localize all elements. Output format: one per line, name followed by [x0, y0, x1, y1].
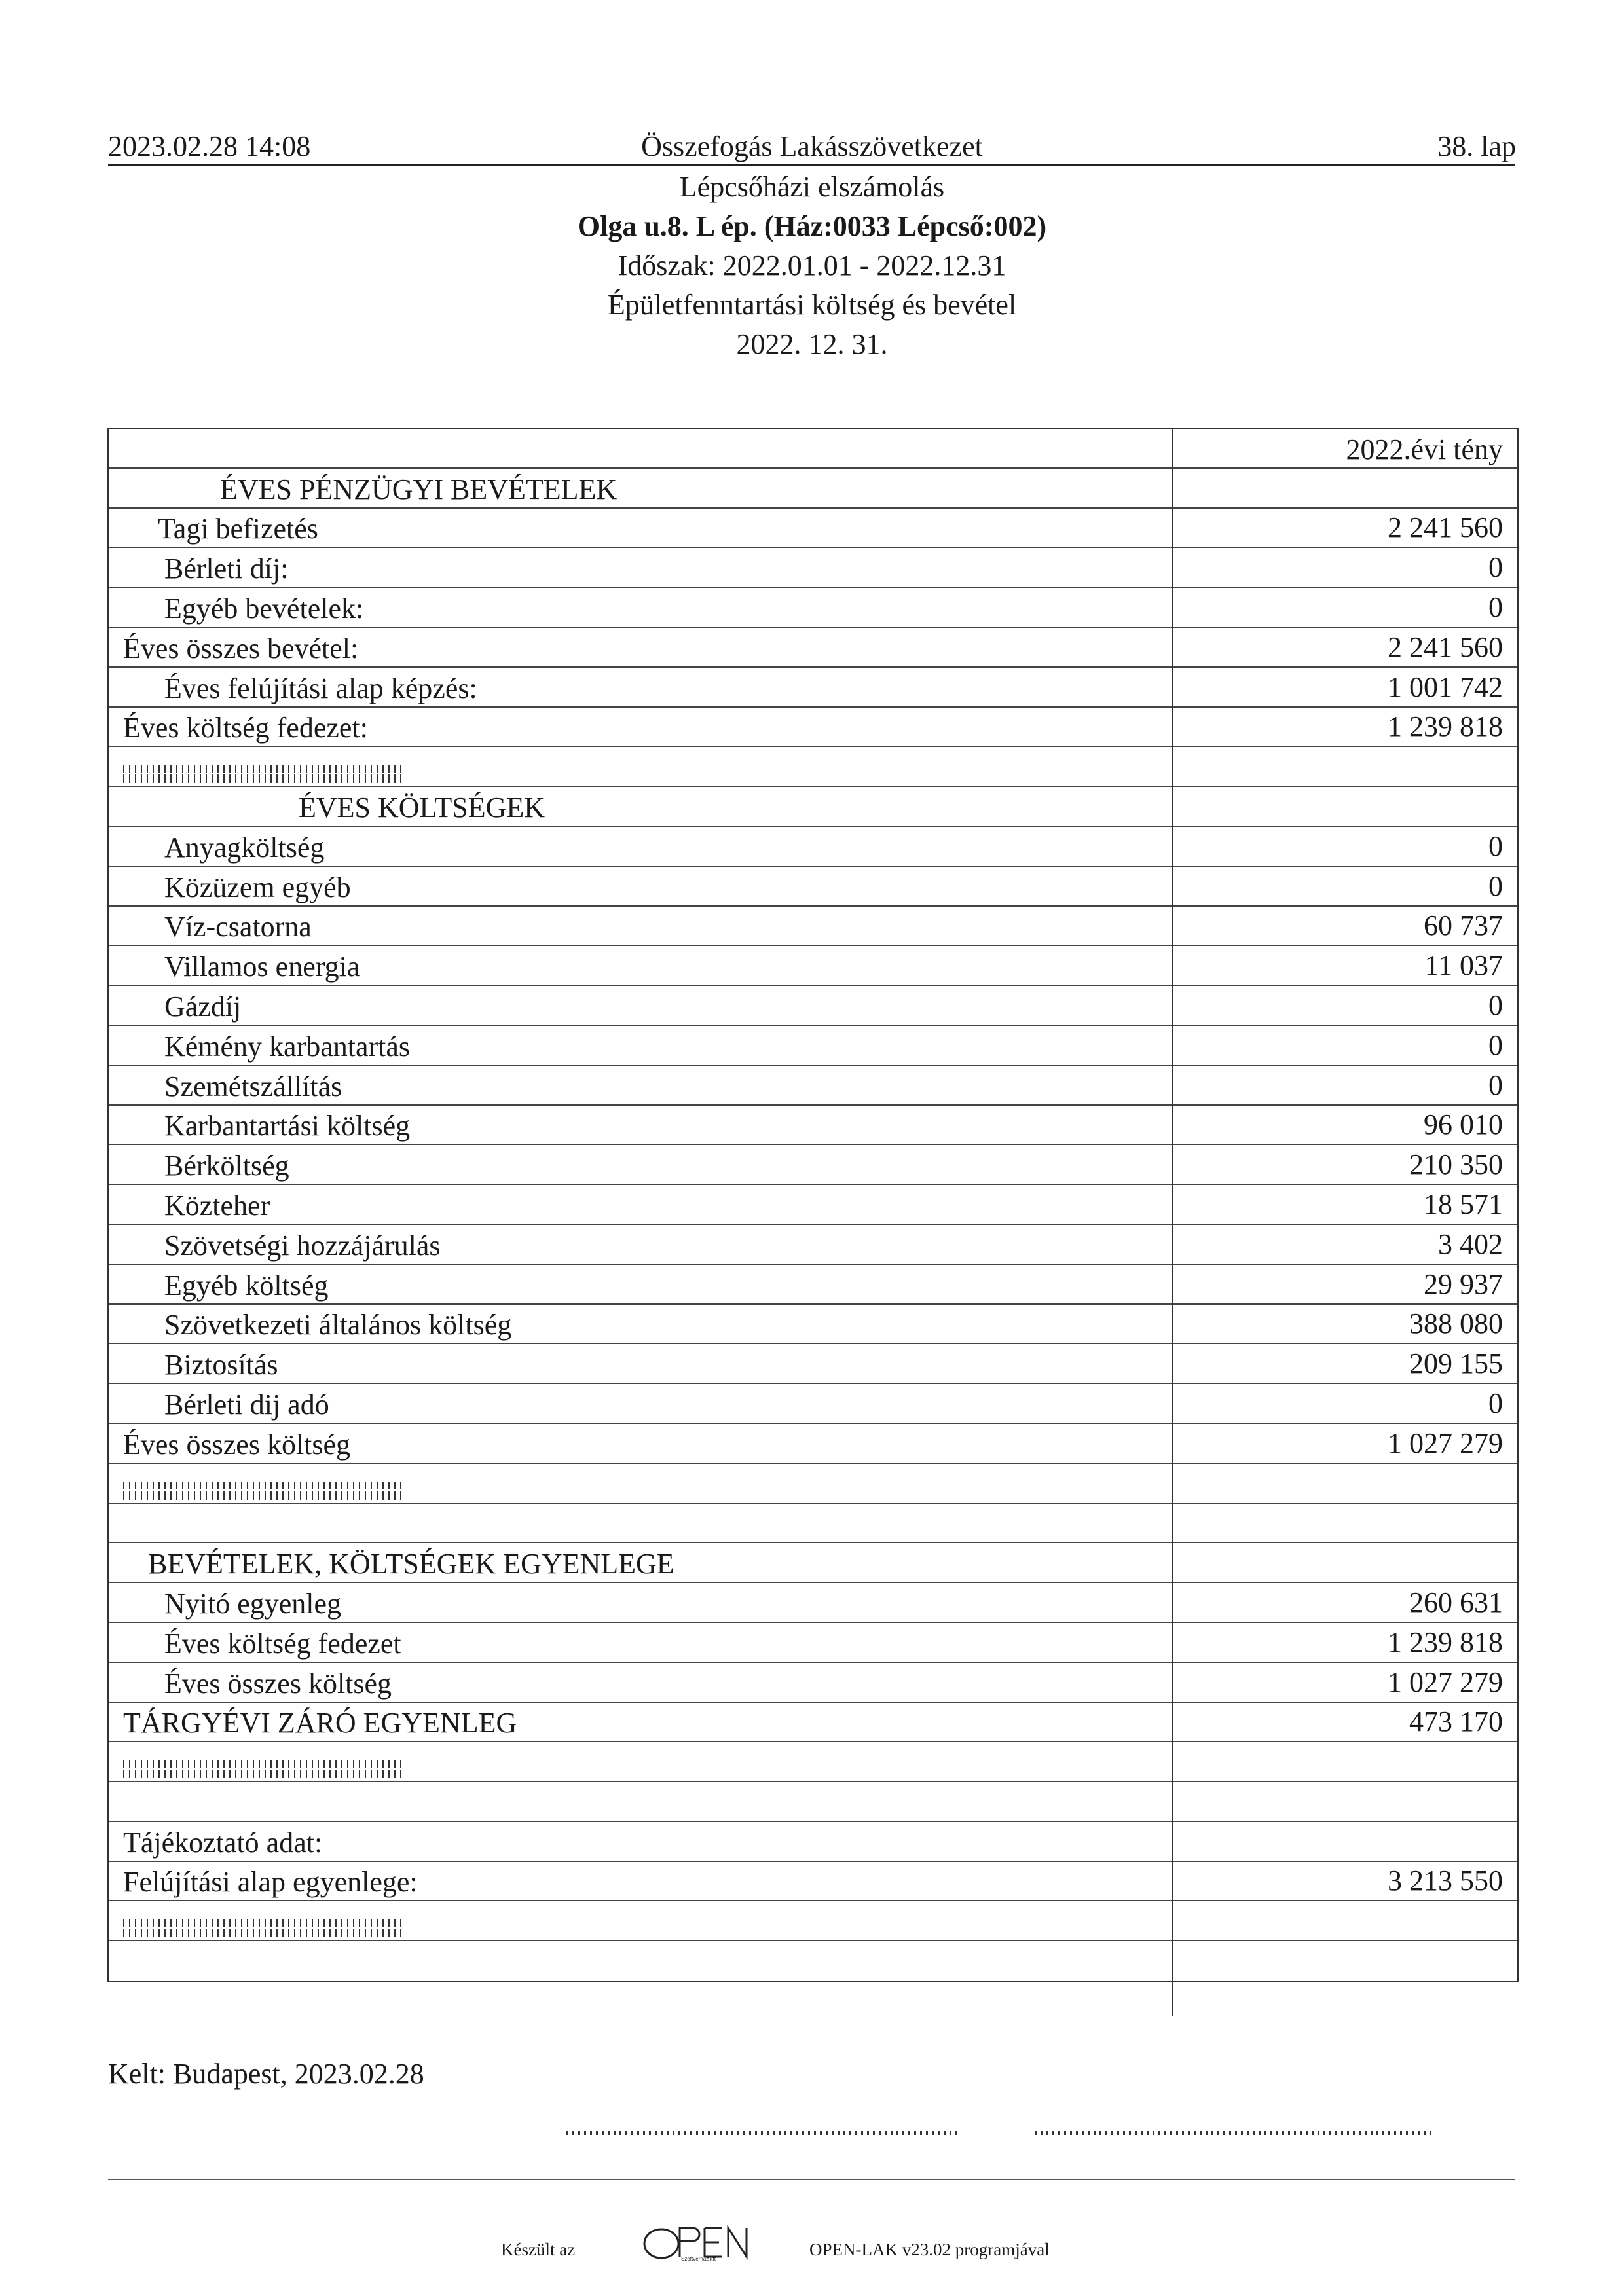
row-label: Egyéb költség: [164, 1269, 329, 1302]
open-logo-icon: [642, 2223, 763, 2262]
row-label: Nyitó egyenleg: [164, 1587, 342, 1620]
table-row: [109, 469, 1517, 509]
signature-line-1: [566, 2131, 959, 2135]
report-subject: Épületfenntartási költség és bevétel: [607, 289, 1017, 321]
row-label: Villamos energia: [164, 951, 360, 983]
table-row: [109, 1305, 1517, 1345]
row-label: Biztosítás: [164, 1349, 278, 1381]
signature-line-2: [1035, 2131, 1431, 2135]
row-label: Kémény karbantartás: [164, 1030, 411, 1063]
row-value: 3 213 550: [1388, 1865, 1503, 1897]
row-label: Karbantartási költség: [164, 1110, 411, 1142]
report-date: 2022. 12. 31.: [736, 328, 888, 360]
row-value: 0: [1488, 591, 1503, 623]
place-and-date: Kelt: Budapest, 2023.02.28: [108, 2058, 424, 2090]
row-label: Közteher: [164, 1189, 270, 1222]
row-value: 0: [1488, 1029, 1503, 1061]
table-row: [109, 1703, 1517, 1743]
table-row: [109, 946, 1517, 986]
info-heading: Tájékoztató adat:: [123, 1826, 323, 1859]
row-value: 1 001 742: [1388, 670, 1503, 703]
row-label: Közüzem egyéb: [164, 871, 351, 903]
row-label: Éves összes bevétel:: [123, 632, 359, 665]
row-value: 1 239 818: [1388, 1626, 1503, 1658]
logo-subtext: Szoftverház kft: [681, 2256, 716, 2262]
table-row: [109, 1225, 1517, 1265]
page-number: 38. lap: [1437, 130, 1516, 162]
blank-row: [109, 1504, 1517, 1544]
row-value: 0: [1488, 869, 1503, 902]
blank-row: [109, 1782, 1517, 1822]
table-row: [109, 1066, 1517, 1106]
separator-marks: [123, 1760, 401, 1778]
separator-row: [109, 747, 1517, 787]
row-value: 388 080: [1409, 1307, 1503, 1340]
closing-balance-value: 473 170: [1409, 1705, 1503, 1738]
row-label: Tagi befizetés: [158, 513, 318, 545]
row-value: 1 239 818: [1388, 710, 1503, 743]
table-row: [109, 787, 1517, 827]
row-value: 2 241 560: [1388, 511, 1503, 544]
row-label: Egyéb bevételek:: [164, 592, 364, 625]
separator-marks: [123, 765, 401, 783]
separator-row: [109, 1742, 1517, 1782]
table-row: [109, 1265, 1517, 1305]
blank-row: [109, 1941, 1517, 1981]
table-row: [109, 1344, 1517, 1384]
section-heading-costs: ÉVES KÖLTSÉGEK: [299, 791, 545, 824]
print-datetime: 2023.02.28 14:08: [108, 130, 311, 162]
section-heading-balance: BEVÉTELEK, KÖLTSÉGEK EGYENLEGE: [148, 1548, 674, 1580]
row-label: Éves felújítási alap képzés:: [164, 672, 477, 704]
table-row: [109, 1822, 1517, 1862]
section-heading-income: ÉVES PÉNZÜGYI BEVÉTELEK: [220, 473, 618, 505]
row-value: 0: [1488, 551, 1503, 584]
row-label: Szövetkezeti általános költség: [164, 1309, 512, 1341]
title-block: [0, 168, 1624, 364]
column-divider: [1172, 428, 1173, 2016]
made-with-prefix: Készült az: [501, 2240, 576, 2259]
row-label: Bérköltség: [164, 1150, 289, 1182]
row-value: 0: [1488, 829, 1503, 862]
row-label: Anyagköltség: [164, 831, 325, 864]
table-row: [109, 1145, 1517, 1185]
statement-table: [107, 428, 1519, 1982]
table-row: [109, 1384, 1517, 1424]
table-row: [109, 509, 1517, 549]
row-value: 18 571: [1424, 1188, 1503, 1220]
table-row: [109, 1862, 1517, 1902]
row-label: Éves összes költség: [164, 1667, 392, 1700]
period: Időszak: 2022.01.01 - 2022.12.31: [618, 249, 1006, 282]
row-label: Bérleti díj:: [164, 553, 289, 585]
row-value: 260 631: [1409, 1586, 1503, 1618]
table-row: [109, 867, 1517, 907]
table-row: [109, 548, 1517, 588]
separator-marks: [123, 1482, 401, 1500]
row-label: Gázdíj: [164, 990, 242, 1023]
table-header-row: [109, 429, 1517, 469]
table-row: [109, 1106, 1517, 1146]
row-value: 60 737: [1424, 909, 1503, 942]
row-value: 0: [1488, 1387, 1503, 1419]
row-label: Szemétszállítás: [164, 1070, 342, 1102]
table-row: [109, 1543, 1517, 1583]
row-value: 1 027 279: [1388, 1666, 1503, 1698]
table-row: [109, 986, 1517, 1026]
header-rule: [108, 164, 1515, 166]
footer-rule: [108, 2179, 1515, 2180]
row-label: Éves összes költség: [123, 1428, 351, 1461]
company-name: Összefogás Lakásszövetkezet: [641, 130, 983, 162]
row-value: 29 937: [1424, 1267, 1503, 1300]
report-title: Lépcsőházi elszámolás: [679, 171, 945, 203]
row-value: 209 155: [1409, 1347, 1503, 1380]
table-row: [109, 1623, 1517, 1663]
table-row: [109, 827, 1517, 867]
row-value: 2 241 560: [1388, 630, 1503, 663]
table-row: [109, 1424, 1517, 1464]
table-row: [109, 668, 1517, 708]
separator-row: [109, 1464, 1517, 1504]
row-value: 0: [1488, 1068, 1503, 1101]
row-value: 210 350: [1409, 1148, 1503, 1181]
row-label: Szövetségi hozzájárulás: [164, 1229, 441, 1262]
table-row: [109, 588, 1517, 628]
column-header: 2022.évi tény: [1346, 433, 1503, 465]
row-value: 3 402: [1438, 1228, 1503, 1260]
row-value: 0: [1488, 989, 1503, 1021]
closing-balance-label: TÁRGYÉVI ZÁRÓ EGYENLEG: [123, 1707, 517, 1740]
table-row: [109, 1185, 1517, 1225]
table-row: [109, 1026, 1517, 1066]
separator-marks: [123, 1919, 401, 1937]
made-with-suffix: OPEN-LAK v23.02 programjával: [809, 2240, 1050, 2259]
row-label: Éves költség fedezet:: [123, 712, 368, 744]
table-row: [109, 708, 1517, 748]
table-row: [109, 628, 1517, 668]
separator-row: [109, 1901, 1517, 1941]
row-value: 11 037: [1424, 949, 1503, 982]
table-row: [109, 1583, 1517, 1623]
row-label: Víz-csatorna: [164, 911, 312, 943]
table-row: [109, 907, 1517, 947]
row-label: Felújítási alap egyenlege:: [123, 1866, 418, 1899]
row-value: 96 010: [1424, 1108, 1503, 1141]
table-row: [109, 1663, 1517, 1703]
row-label: Bérleti dij adó: [164, 1388, 329, 1421]
row-label: Éves költség fedezet: [164, 1627, 401, 1660]
building-title: Olga u.8. L ép. (Ház:0033 Lépcső:002): [577, 210, 1047, 242]
row-value: 1 027 279: [1388, 1427, 1503, 1459]
